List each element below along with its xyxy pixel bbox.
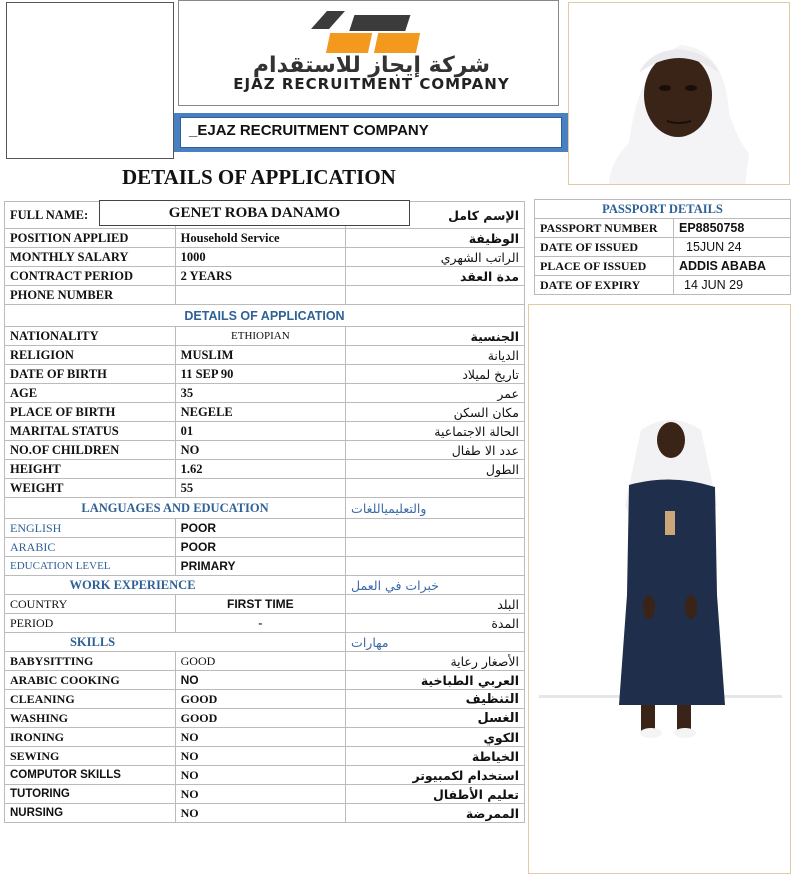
- phone-ar: [346, 286, 525, 305]
- table-row: [5, 766, 525, 785]
- table-row: [5, 479, 525, 498]
- position-value: Household Service: [175, 229, 345, 248]
- logo-english-text: EJAZ RECRUITMENT COMPANY: [233, 75, 510, 93]
- table-row: [5, 346, 525, 365]
- skill-ar: التنظيف: [346, 690, 525, 709]
- table-row: [5, 671, 525, 690]
- table-row: [5, 267, 525, 286]
- section-header-row: [5, 576, 525, 595]
- company-banner: [174, 113, 568, 152]
- children-value: NO: [175, 441, 345, 460]
- position-label: POSITION APPLIED: [5, 229, 176, 248]
- work-header: WORK EXPERIENCE: [5, 576, 346, 595]
- issue-place-label: PLACE OF ISSUED: [535, 257, 674, 276]
- passport-number-label: PASSPORT NUMBER: [535, 219, 674, 238]
- skill-ar: الأصغار رعاية: [346, 652, 525, 671]
- table-row: [5, 804, 525, 823]
- logo-arabic-text: شركة إيجاز للاستقدام: [252, 53, 491, 78]
- english-label: ENGLISH: [5, 519, 176, 538]
- full-body-photo: [528, 304, 791, 874]
- skill-label: TUTORING: [5, 785, 176, 804]
- dob-ar: تاريخ لميلاد: [346, 365, 525, 384]
- religion-ar: الديانة: [346, 346, 525, 365]
- skill-ar: استخدام لكمبيوتر: [346, 766, 525, 785]
- arabic-value: POOR: [175, 538, 345, 557]
- table-row: [5, 403, 525, 422]
- phone-label: PHONE NUMBER: [5, 286, 176, 305]
- details-header: DETAILS OF APPLICATION: [5, 305, 525, 327]
- table-row: [5, 728, 525, 747]
- passport-number-value: EP8850758: [674, 219, 791, 238]
- skill-ar: العربي الطباخية: [346, 671, 525, 690]
- skill-ar: الخياطة: [346, 747, 525, 766]
- application-table: [4, 201, 525, 823]
- table-row: [535, 276, 791, 295]
- salary-label: MONTHLY SALARY: [5, 248, 176, 267]
- table-row: [5, 747, 525, 766]
- contract-value: 2 YEARS: [175, 267, 345, 286]
- skill-ar: تعليم الأطفال: [346, 785, 525, 804]
- children-label: NO.OF CHILDREN: [5, 441, 176, 460]
- marital-label: MARITAL STATUS: [5, 422, 176, 441]
- height-value: 1.62: [175, 460, 345, 479]
- age-ar: عمر: [346, 384, 525, 403]
- work-header-ar: خبرات في العمل: [346, 576, 525, 595]
- nationality-ar: الجنسية: [346, 327, 525, 346]
- arabic-label: ARABIC: [5, 538, 176, 557]
- skill-value: GOOD: [175, 709, 345, 728]
- skill-label: IRONING: [5, 728, 176, 747]
- section-header-row: [5, 305, 525, 327]
- full-name-value: GENET ROBA DANAMO: [99, 200, 410, 226]
- period-label: PERIOD: [5, 614, 176, 633]
- photo-placeholder: [6, 2, 174, 159]
- table-row: [5, 460, 525, 479]
- passport-header: PASSPORT DETAILS: [535, 200, 791, 219]
- age-label: AGE: [5, 384, 176, 403]
- height-ar: الطول: [346, 460, 525, 479]
- table-row: [535, 257, 791, 276]
- skill-label: BABYSITTING: [5, 652, 176, 671]
- period-ar: المدة: [346, 614, 525, 633]
- issue-date-value: 15JUN 24: [674, 238, 791, 257]
- table-row: [5, 785, 525, 804]
- dob-value: 11 SEP 90: [175, 365, 345, 384]
- languages-header: LANGUAGES AND EDUCATION: [5, 498, 346, 519]
- section-header-row: [5, 633, 525, 652]
- birthplace-ar: مكان السكن: [346, 403, 525, 422]
- religion-value: MUSLIM: [175, 346, 345, 365]
- phone-value: [175, 286, 345, 305]
- table-row: [535, 238, 791, 257]
- skill-ar: الممرضة: [346, 804, 525, 823]
- expiry-value: 14 JUN 29: [674, 276, 791, 295]
- skill-label: CLEANING: [5, 690, 176, 709]
- section-header-row: [5, 498, 525, 519]
- table-row: [5, 519, 525, 538]
- table-row: [5, 557, 525, 576]
- weight-value: 55: [175, 479, 345, 498]
- age-value: 35: [175, 384, 345, 403]
- country-label: COUNTRY: [5, 595, 176, 614]
- table-row: [5, 384, 525, 403]
- table-row: [5, 595, 525, 614]
- country-value: FIRST TIME: [175, 595, 345, 614]
- position-ar: الوظيفة: [346, 229, 525, 248]
- skills-header: SKILLS: [5, 633, 346, 652]
- salary-value: 1000: [175, 248, 345, 267]
- skill-label: ARABIC COOKING: [5, 671, 176, 690]
- children-ar: عدد الا طفال: [346, 441, 525, 460]
- full-name-label: FULL NAME:: [5, 202, 176, 229]
- skill-value: GOOD: [175, 652, 345, 671]
- country-ar: البلد: [346, 595, 525, 614]
- company-logo: [178, 0, 559, 106]
- table-row: [5, 229, 525, 248]
- weight-ar: [346, 479, 525, 498]
- skill-label: WASHING: [5, 709, 176, 728]
- skill-label: NURSING: [5, 804, 176, 823]
- period-value: -: [175, 614, 345, 633]
- skill-value: NO: [175, 747, 345, 766]
- table-row: [5, 709, 525, 728]
- table-row: [5, 538, 525, 557]
- table-row: [5, 422, 525, 441]
- marital-value: 01: [175, 422, 345, 441]
- dob-label: DATE OF BIRTH: [5, 365, 176, 384]
- table-row: [5, 327, 525, 346]
- weight-label: WEIGHT: [5, 479, 176, 498]
- contract-label: CONTRACT PERIOD: [5, 267, 176, 286]
- english-value: POOR: [175, 519, 345, 538]
- table-row: [5, 365, 525, 384]
- banner-text: _EJAZ RECRUITMENT COMPANY: [180, 117, 562, 148]
- skill-value: NO: [175, 728, 345, 747]
- religion-label: RELIGION: [5, 346, 176, 365]
- nationality-label: NATIONALITY: [5, 327, 176, 346]
- birthplace-label: PLACE OF BIRTH: [5, 403, 176, 422]
- face-photo: [568, 2, 790, 185]
- table-row: [5, 286, 525, 305]
- education-value: PRIMARY: [175, 557, 345, 576]
- birthplace-value: NEGELE: [175, 403, 345, 422]
- nationality-value: ETHIOPIAN: [175, 327, 345, 346]
- table-row: [5, 690, 525, 709]
- education-label: EDUCATION LEVEL: [5, 557, 176, 576]
- skill-value: NO: [175, 785, 345, 804]
- skill-value: NO: [175, 671, 345, 690]
- full-name-ar: الإسم كامل: [346, 202, 525, 229]
- height-label: HEIGHT: [5, 460, 176, 479]
- logo-mark-icon: [179, 1, 560, 61]
- skill-value: NO: [175, 766, 345, 785]
- issue-place-value: ADDIS ABABA: [674, 257, 791, 276]
- table-row: [5, 441, 525, 460]
- table-row: [5, 248, 525, 267]
- skill-value: GOOD: [175, 690, 345, 709]
- skill-ar: الغسل: [346, 709, 525, 728]
- table-row: [5, 614, 525, 633]
- salary-ar: الراتب الشهري: [346, 248, 525, 267]
- contract-ar: مدة العقد: [346, 267, 525, 286]
- expiry-label: DATE OF EXPIRY: [535, 276, 674, 295]
- skill-label: COMPUTOR SKILLS: [5, 766, 176, 785]
- issue-date-label: DATE OF ISSUED: [535, 238, 674, 257]
- skill-label: SEWING: [5, 747, 176, 766]
- languages-header-ar: والتعليمياللغات: [346, 498, 525, 519]
- passport-table: [534, 199, 791, 295]
- skill-value: NO: [175, 804, 345, 823]
- table-row: [535, 219, 791, 238]
- skills-header-ar: مهارات: [346, 633, 525, 652]
- table-row: [5, 652, 525, 671]
- marital-ar: الحالة الاجتماعية: [346, 422, 525, 441]
- skill-ar: الكوي: [346, 728, 525, 747]
- document-title: DETAILS OF APPLICATION: [122, 165, 396, 189]
